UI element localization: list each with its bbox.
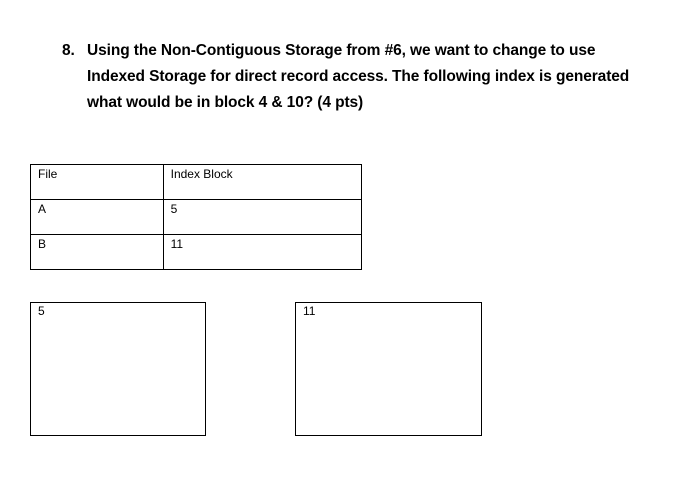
table-cell-index-block: 5 [163, 200, 361, 235]
header-index-block: Index Block [163, 165, 361, 200]
table-row [31, 200, 362, 235]
table-cell-file: B [31, 235, 164, 270]
index-block-11-box [295, 302, 482, 436]
index-block-5-box [30, 302, 206, 436]
block-label: 5 [38, 304, 45, 318]
table-cell-file: A [31, 200, 164, 235]
table-row [31, 235, 362, 270]
question-line-2: Indexed Storage for direct record access. The following index is generated [87, 68, 630, 85]
question-line-3: what would be in block 4 & 10? (4 pts) [87, 94, 364, 111]
question-number: 8. [62, 42, 75, 59]
block-label: 11 [303, 304, 316, 318]
question-line-1 [62, 38, 682, 64]
question-line-1-text: Using the Non-Contiguous Storage from #6, we want to change to use [87, 42, 596, 59]
table-header-row [31, 165, 362, 200]
header-file: File [31, 165, 164, 200]
question-text [62, 38, 682, 116]
table-cell-index-block: 11 [163, 235, 361, 270]
index-table [30, 164, 362, 270]
